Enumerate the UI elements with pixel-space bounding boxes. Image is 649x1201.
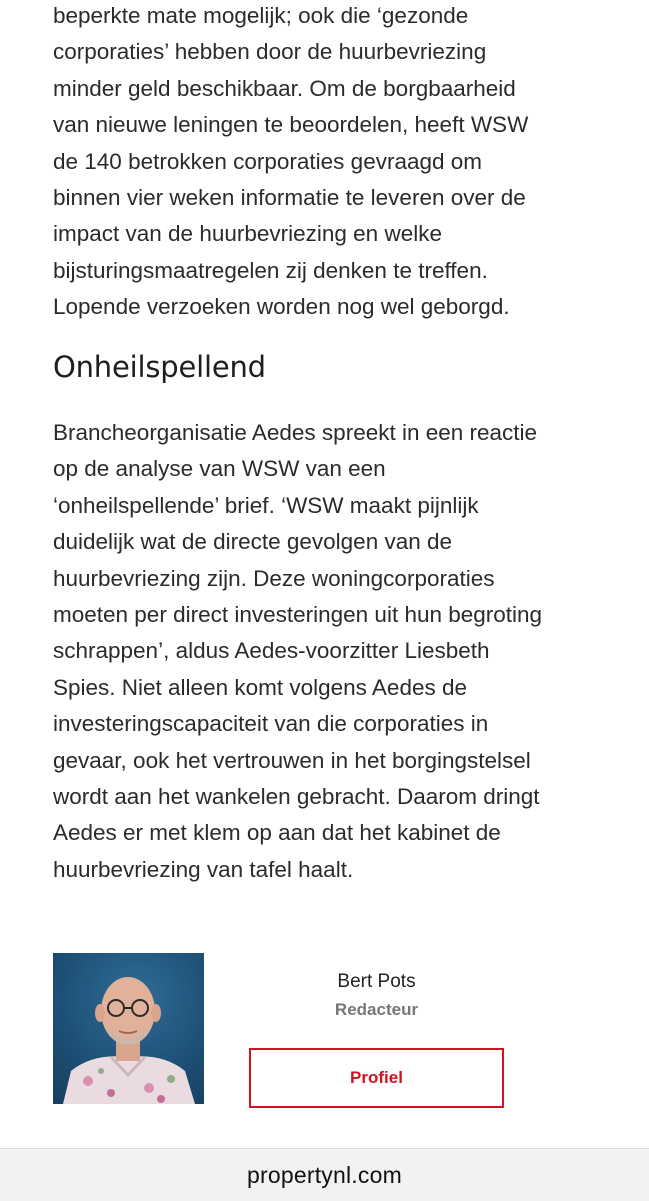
author-portrait-image: [53, 953, 204, 1104]
paragraph-line: Aedes er met klem op aan dat het kabinet de: [53, 820, 501, 846]
article-paragraph: [53, 415, 598, 888]
paragraph-line: duidelijk wat de directe gevolgen van de: [53, 529, 453, 555]
paragraph-line: investeringscapaciteit van die corporaties in: [53, 711, 489, 737]
paragraph-line: de 140 betrokken corporaties gevraagd om: [53, 148, 483, 174]
paragraph-line: van nieuwe leningen te beoordelen, heeft WSW: [53, 112, 529, 138]
url-text[interactable]: propertynl.com: [247, 1161, 402, 1188]
paragraph-line: beperkte mate mogelijk; ook die ‘gezonde: [53, 3, 469, 28]
paragraph-line: corporaties’ hebben door de huurbevriezing: [53, 39, 487, 65]
paragraph-line: op de analyse van WSW van een: [53, 456, 386, 482]
paragraph-line: moeten per direct investeringen uit hun begroting: [53, 602, 543, 628]
paragraph-line: ‘onheilspellende’ brief. ‘WSW maakt pijnlijk: [53, 492, 479, 518]
browser-address-bar[interactable]: [0, 1148, 649, 1201]
paragraph-line: gevaar, ook het vertrouwen in het borgingstelsel: [53, 747, 531, 773]
paragraph-line: Spies. Niet alleen komt volgens Aedes de: [53, 674, 467, 700]
paragraph-line: huurbevriezing van tafel haalt.: [53, 856, 354, 882]
paragraph-line: impact van de huurbevriezing en welke: [53, 221, 442, 247]
paragraph-line: wordt aan het wankelen gebracht. Daarom dringt: [53, 784, 540, 810]
profile-button[interactable]: Profiel: [249, 1048, 504, 1108]
paragraph-line: Brancheorganisatie Aedes spreekt in een reactie: [53, 420, 538, 445]
paragraph-line: Lopende verzoeken worden nog wel geborgd.: [53, 294, 510, 320]
author-photo: [53, 953, 204, 1104]
paragraph-line: schrappen’, aldus Aedes-voorzitter Liesbeth: [53, 638, 490, 664]
paragraph-line: huurbevriezing zijn. Deze woningcorporaties: [53, 565, 495, 591]
paragraph-line: bijsturingsmaatregelen zij denken te treffen.: [53, 257, 488, 283]
section-heading: Onheilspellend: [53, 350, 266, 384]
author-card: [53, 953, 598, 1105]
paragraph-line: binnen vier weken informatie te leveren over de: [53, 185, 526, 211]
paragraph-line: minder geld beschikbaar. Om de borgbaarheid: [53, 75, 516, 101]
author-role: Redacteur: [334, 1000, 419, 1019]
author-name: Bert Pots: [337, 971, 416, 992]
article-paragraph: [53, 0, 598, 326]
